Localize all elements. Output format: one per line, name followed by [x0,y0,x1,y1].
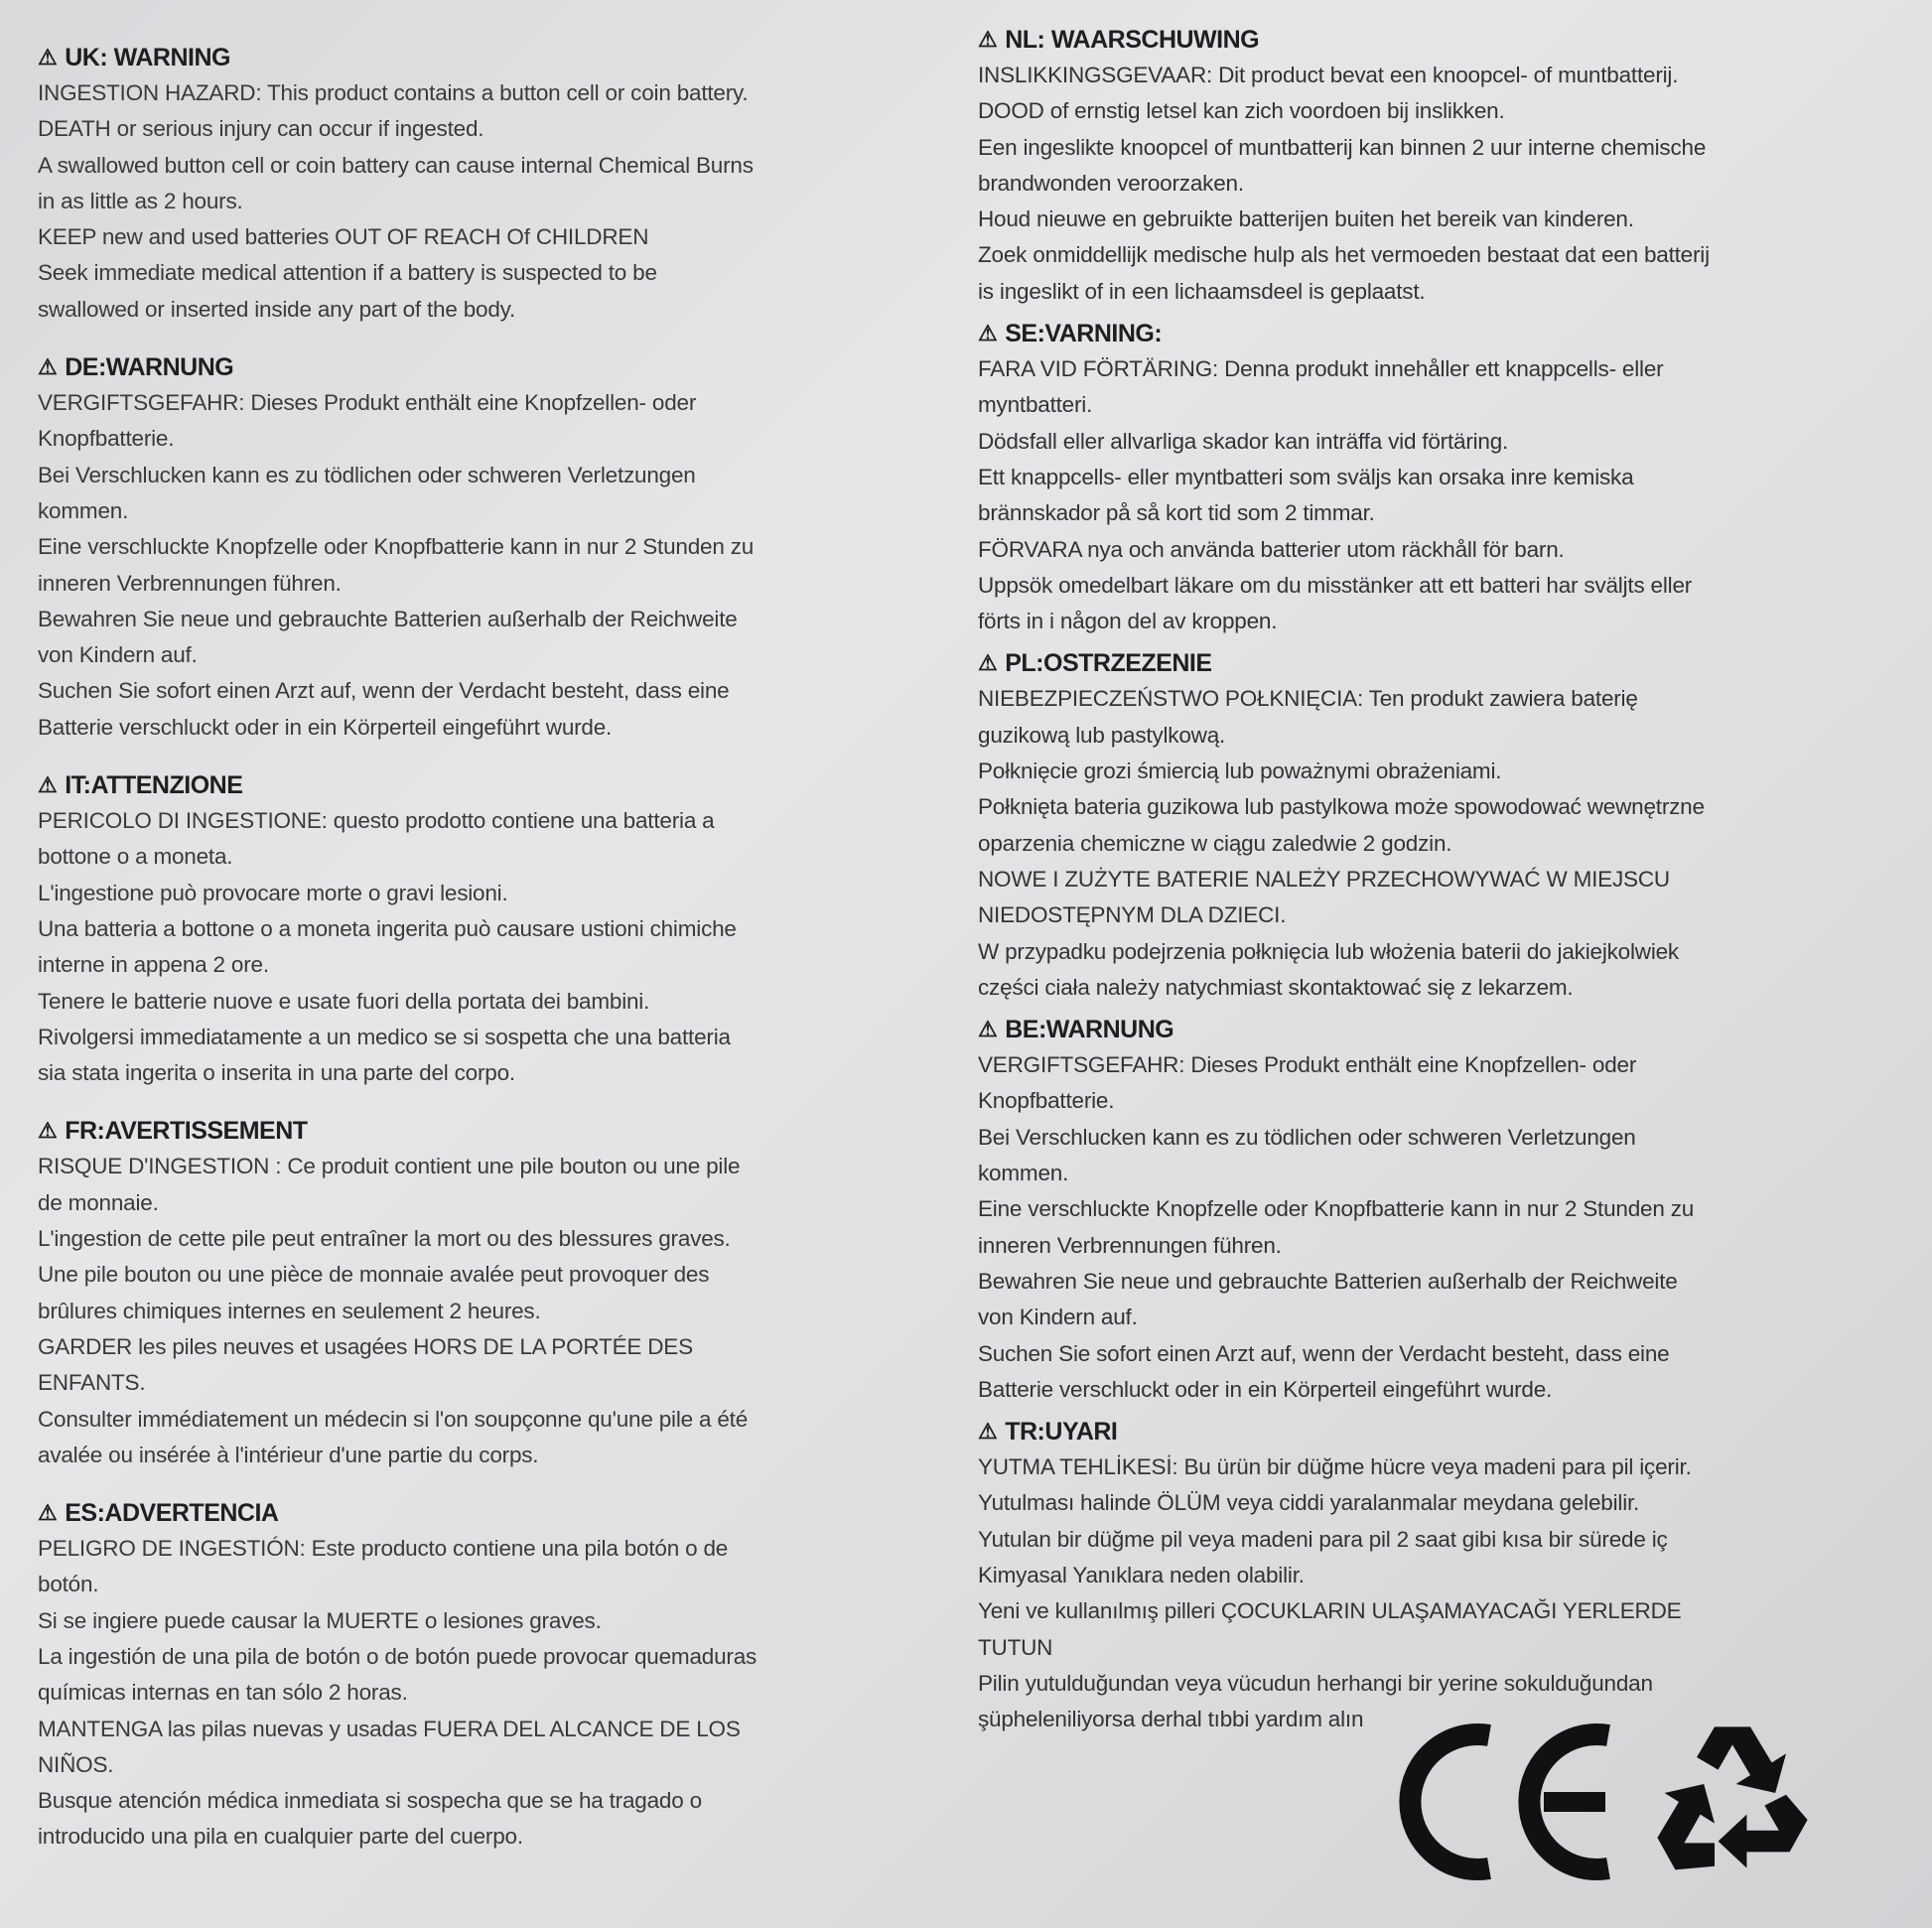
warning-text-line: Eine verschluckte Knopfzelle oder Knopfbatterie kann in nur 2 Stunden zu [978,1196,1695,1222]
warning-text-line: DOOD of ernstig letsel kan zich voordoen bij inslikken. [978,98,1505,124]
warning-text-line: FARA VID FÖRTÄRING: Denna produkt innehåller ett knappcells- eller [978,356,1664,382]
warning-text-line: guzikową lub pastylkową. [978,722,1226,748]
warning-text-line: bottone o a moneta. [38,844,233,870]
warning-text-line: Knopfbatterie. [978,1088,1115,1114]
warning-text-line: Bewahren Sie neue und gebrauchte Batterien außerhalb der Reichweite [978,1268,1678,1294]
warning-text-line: Bei Verschlucken kann es zu tödlichen oder schweren Verletzungen [978,1124,1636,1150]
warning-text-line: introducido una pila en cualquier parte del cuerpo. [38,1824,523,1850]
warning-text-line: NOWE I ZUŻYTE BATERIE NALEŻY PRZECHOWYWAĆ W MIEJSCU [978,866,1670,892]
section-heading-text: PL:OSTRZEZENIE [1005,649,1212,678]
warning-text-line: Knopfbatterie. [38,426,175,452]
section-heading-text: FR:AVERTISSEMENT [65,1117,308,1146]
warning-text-line: brännskador på så kort tid som 2 timmar. [978,500,1375,526]
warning-section [38,40,931,328]
section-heading [38,767,931,803]
section-heading-text: BE:WARNUNG [1005,1016,1174,1044]
section-heading-text: UK: WARNING [65,44,230,71]
warning-text-line: is ingeslikt of in een lichaamsdeel is geplaatst. [978,278,1426,304]
section-heading-text: TR:UYARI [1005,1418,1118,1446]
section-heading [38,1495,931,1531]
warning-text-line: Suchen Sie sofort einen Arzt auf, wenn der Verdacht besteht, dass eine [38,678,730,704]
warning-text-line: von Kindern auf. [978,1305,1138,1330]
warning-text-line: INSLIKKINGSGEVAAR: Dit product bevat een knoopcel- of muntbatterij. [978,63,1679,87]
warning-text-line: Seek immediate medical attention if a battery is suspected to be [38,260,657,286]
warning-section [38,1113,931,1473]
warning-text-line: A swallowed button cell or coin battery can cause internal Chemical Burns [38,152,754,178]
warning-triangle-icon: ⚠ [38,354,58,380]
warning-text-line: DEATH or serious injury can occur if ingested. [38,116,484,142]
warning-text-line: Bewahren Sie neue und gebrauchte Batterien außerhalb der Reichweite [38,606,738,631]
warning-text-line: in as little as 2 hours. [38,188,243,213]
warning-text-line: avalée ou insérée à l'intérieur d'une partie du corps. [38,1442,539,1467]
warning-text-line: Połknięcie grozi śmiercią lub poważnymi obrażeniami. [978,758,1502,784]
section-heading [978,1414,1881,1449]
warning-section [978,22,1881,310]
warning-text-line: Consulter immédiatement un médecin si l'on soupçonne qu'une pile a été [38,1406,749,1432]
warning-text-line: Batterie verschluckt oder in ein Körperteil eingeführt wurde. [978,1376,1553,1402]
warning-triangle-icon: ⚠ [978,27,998,52]
warning-text-line: Suchen Sie sofort einen Arzt auf, wenn der Verdacht besteht, dass eine [978,1340,1670,1366]
warning-text-line: botón. [38,1572,99,1597]
warning-text-line: KEEP new and used batteries OUT OF REACH Of CHILDREN [38,224,649,250]
warning-triangle-icon: ⚠ [38,1118,58,1144]
warning-text-line: oparzenia chemiczne w ciągu zaledwie 2 godzin. [978,830,1452,856]
warning-triangle-icon: ⚠ [978,1419,998,1445]
section-heading-text: DE:WARNUNG [65,353,234,382]
warning-text-line: INGESTION HAZARD: This product contains a button cell or coin battery. [38,80,749,105]
warning-text-line: Batterie verschluckt oder in ein Körperteil eingeführt wurde. [38,714,613,740]
ce-mark-icon [1385,1718,1623,1886]
warning-text-line: şüpheleniliyorsa derhal tıbbi yardım alın [978,1707,1364,1732]
warning-text-line: Een ingeslikte knoopcel of muntbatterij kan binnen 2 uur interne chemische [978,134,1707,160]
warning-text-line: Zoek onmiddellijk medische hulp als het vermoeden bestaat dat een batterij [978,242,1710,268]
warning-text-line: YUTMA TEHLİKESİ: Bu ürün bir düğme hücre veya madeni para pil içerir. [978,1454,1692,1480]
warning-text-line: Yutulması halinde ÖLÜM veya ciddi yaralanmalar meydana gelebilir. [978,1490,1640,1516]
section-heading-text: IT:ATTENZIONE [65,771,243,800]
warning-triangle-icon: ⚠ [38,45,58,69]
warning-text-line: Rivolgersi immediatamente a un medico se si sospetta che una batteria [38,1024,731,1049]
certification-logos [1385,1708,1852,1896]
warning-text-line: Bei Verschlucken kann es zu tödlichen oder schweren Verletzungen [38,462,696,487]
warning-section [38,349,931,746]
warning-text-line: PERICOLO DI INGESTIONE: questo prodotto contiene una batteria a [38,808,715,834]
section-heading [38,40,931,75]
warning-triangle-icon: ⚠ [978,650,998,676]
warning-text-line: químicas internas en tan sólo 2 horas. [38,1680,408,1706]
warning-section [978,1012,1881,1408]
section-heading [978,1012,1881,1047]
warning-section [38,767,931,1091]
warning-triangle-icon: ⚠ [978,321,998,346]
warning-text-line: GARDER les piles neuves et usagées HORS DE LA PORTÉE DES [38,1333,693,1359]
warning-text-line: Pilin yutulduğundan veya vücudun herhangi bir yerine sokulduğundan [978,1670,1653,1696]
warning-text-line: RISQUE D'INGESTION : Ce produit contient une pile bouton ou une pile [38,1154,741,1179]
section-heading-text: ES:ADVERTENCIA [65,1499,279,1528]
warning-text-line: Una batteria a bottone o a moneta ingerita può causare ustioni chimiche [38,915,737,941]
warning-text-line: FÖRVARA nya och använda batterier utom räckhåll för barn. [978,536,1565,562]
warning-text-line: von Kindern auf. [38,642,198,668]
warning-text-line: förts in i någon del av kroppen. [978,609,1278,634]
warning-text-line: swallowed or inserted inside any part of the body. [38,296,516,322]
warning-text-line: Une pile bouton ou une pièce de monnaie avalée peut provoquer des [38,1262,710,1288]
warning-text-line: MANTENGA las pilas nuevas y usadas FUERA DEL ALCANCE DE LOS [38,1716,741,1741]
recycle-icon [1643,1713,1822,1891]
warning-text-line: Uppsök omedelbart läkare om du misstänker att ett batteri har svälјts eller [978,572,1693,598]
warning-text-line: sia stata ingerita o inserita in una parte del corpo. [38,1060,515,1086]
warning-section [978,316,1881,639]
warning-text-line: ENFANTS. [38,1370,146,1396]
warning-section [38,1495,931,1856]
warning-text-line: de monnaie. [38,1189,159,1215]
warning-text-line: NIEDOSTĘPNYM DLA DZIECI. [978,902,1287,928]
section-heading [978,645,1881,681]
warning-text-line: Yeni ve kullanılmış pilleri ÇOCUKLARIN ULAŞAMAYACAĞI YERLERDE [978,1598,1682,1624]
warning-text-line: W przypadku podejrzenia połknięcia lub włożenia baterii do jakiejkolwiek [978,938,1679,964]
warning-text-line: PELIGRO DE INGESTIÓN: Este producto contiene una pila botón o de [38,1536,729,1562]
warning-text-line: Yutulan bir düğme pil veya madeni para pil 2 saat gibi kısa bir sürede iç [978,1526,1668,1552]
warning-text-line: Eine verschluckte Knopfzelle oder Knopfbatterie kann in nur 2 Stunden zu [38,534,755,560]
warning-text-line: VERGIFTSGEFAHR: Dieses Produkt enthält eine Knopfzellen- oder [978,1052,1637,1078]
right-column [978,22,1881,1743]
warning-text-line: Ett knappcells- eller myntbatteri som sväljs kan orsaka inre kemiska [978,464,1634,489]
warning-text-line: Busque atención médica inmediata si sospecha que se ha tragado o [38,1788,702,1814]
warning-text-line: L'ingestione può provocare morte o gravi lesioni. [38,880,508,905]
warning-section [978,1414,1881,1737]
warning-triangle-icon: ⚠ [38,1500,58,1526]
warning-text-line: brûlures chimiques internes en seulement 2 heures. [38,1298,541,1323]
left-column [38,40,931,1877]
section-heading-text: SE:VARNING: [1005,320,1163,348]
warning-text-line: kommen. [38,497,129,523]
warning-text-line: inneren Verbrennungen führen. [978,1232,1282,1258]
warning-text-line: brandwonden veroorzaken. [978,170,1244,196]
warning-text-line: NIEBEZPIECZEŃSTWO POŁKNIĘCIA: Ten produkt zawiera baterię [978,686,1638,712]
warning-text-line: NIÑOS. [38,1751,114,1777]
warning-text-line: myntbatteri. [978,392,1093,418]
section-heading [38,1113,931,1149]
warning-text-line: Dödsfall eller allvarliga skador kan inträffa vid förtäring. [978,428,1509,454]
warning-triangle-icon: ⚠ [978,1017,998,1042]
warning-text-line: części ciała należy natychmiast skontaktować się z lekarzem. [978,974,1574,1000]
warning-text-line: Houd nieuwe en gebruikte batterijen buiten het bereik van kinderen. [978,207,1634,232]
warning-section [978,645,1881,1006]
section-heading [978,316,1881,351]
warning-text-line: Połknięta bateria guzikowa lub pastylkowa może spowodować wewnętrzne [978,794,1705,820]
warning-text-line: La ingestión de una pila de botón o de botón puede provocar quemaduras [38,1643,758,1669]
section-heading [38,349,931,385]
warning-text-line: Kimyasal Yanıklara neden olabilir. [978,1562,1305,1587]
section-heading-text: NL: WAARSCHUWING [1005,26,1260,54]
warning-text-line: interne in appena 2 ore. [38,952,269,978]
section-heading [978,22,1881,58]
warning-text-line: Si se ingiere puede causar la MUERTE o lesiones graves. [38,1607,602,1633]
warning-text-line: inneren Verbrennungen führen. [38,570,342,596]
warning-text-line: kommen. [978,1161,1069,1186]
warning-text-line: Tenere le batterie nuove e usate fuori della portata dei bambini. [38,988,650,1014]
warning-text-line: L'ingestion de cette pile peut entraîner la mort ou des blessures graves. [38,1226,731,1252]
warning-text-line: TUTUN [978,1634,1053,1660]
warning-triangle-icon: ⚠ [38,772,58,798]
warning-text-line: VERGIFTSGEFAHR: Dieses Produkt enthält eine Knopfzellen- oder [38,390,697,416]
